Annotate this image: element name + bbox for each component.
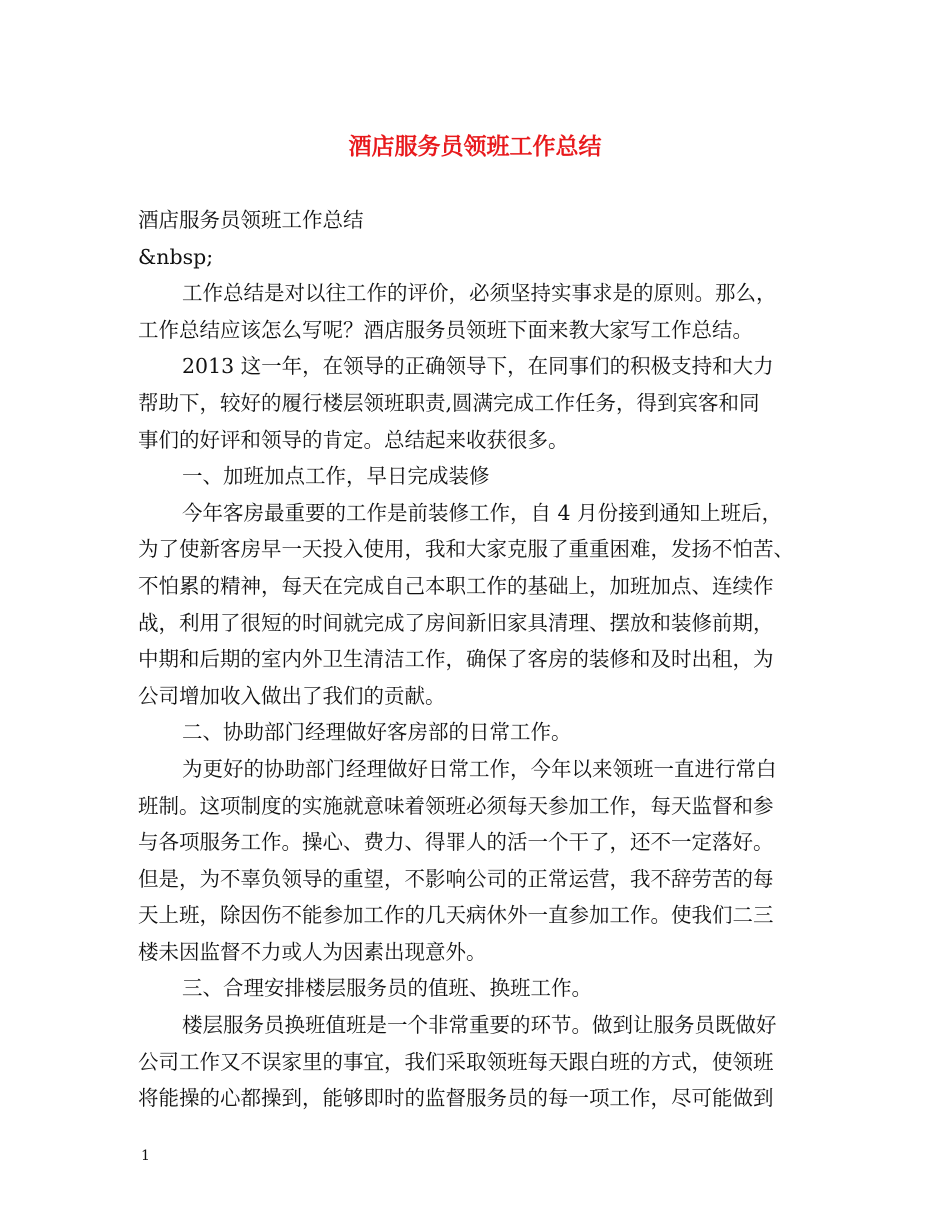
- text-line: 2013 这一年，在领导的正确领导下，在同事们的积极支持和大力: [182, 354, 774, 379]
- text-line: 工作总结是对以往工作的评价，必须坚持实事求是的原则。那么，: [182, 281, 777, 306]
- text-line: 为更好的协助部门经理做好日常工作，今年以来领班一直进行常白: [182, 756, 777, 781]
- text-line: 三、合理安排楼层服务员的值班、换班工作。: [182, 976, 592, 1001]
- text-line: &nbsp;: [138, 244, 214, 269]
- text-line: 公司增加收入做出了我们的贡献。: [138, 683, 446, 708]
- text-line: 酒店服务员领班工作总结: [138, 208, 364, 232]
- text-line: 与各项服务工作。操心、费力、得罪人的活一个干了，还不一定落好。: [138, 830, 774, 855]
- text-line: 帮助下，较好的履行楼层领班职责,圆满完成工作任务，得到宾客和同: [138, 390, 760, 415]
- text-line: 天上班，除因伤不能参加工作的几天病休外一直参加工作。使我们二三: [138, 903, 774, 928]
- text-line: 一、加班加点工作，早日完成装修: [182, 464, 490, 489]
- text-line: 楼层服务员换班值班是一个非常重要的环节。做到让服务员既做好: [182, 1013, 777, 1038]
- text-line: 事们的好评和领导的肯定。总结起来收获很多。: [138, 427, 569, 452]
- text-line: 为了使新客房早一天投入使用，我和大家克服了重重困难，发扬不怕苦、: [138, 537, 794, 562]
- text-line: 公司工作又不误家里的事宜，我们采取领班每天跟白班的方式，使领班: [138, 1049, 774, 1074]
- text-line: 但是，为不辜负领导的重望，不影响公司的正常运营，我不辞劳苦的每: [138, 866, 774, 891]
- page-number: 1: [141, 1148, 150, 1164]
- text-line: 中期和后期的室内外卫生清洁工作，确保了客房的装修和及时出租，为: [138, 647, 774, 672]
- text-line: 战，利用了很短的时间就完成了房间新旧家具清理、摆放和装修前期，: [138, 610, 774, 635]
- text-line: 工作总结应该怎么写呢？酒店服务员领班下面来教大家写工作总结。: [138, 317, 753, 342]
- text-line: 二、协助部门经理做好客房部的日常工作。: [182, 720, 572, 745]
- text-line: 不怕累的精神，每天在完成自己本职工作的基础上，加班加点、连续作: [138, 573, 774, 598]
- text-line: 将能操的心都操到，能够即时的监督服务员的每一项工作，尽可能做到: [138, 1086, 774, 1111]
- document-title: 酒店服务员领班工作总结: [348, 133, 602, 160]
- text-line: 班制。这项制度的实施就意味着领班必须每天参加工作，每天监督和参: [138, 793, 774, 818]
- document-body: [138, 202, 818, 1117]
- text-line: 今年客房最重要的工作是前装修工作，自 4 月份接到通知上班后，: [182, 500, 783, 525]
- text-line: 楼未因监督不力或人为因素出现意外。: [138, 939, 487, 964]
